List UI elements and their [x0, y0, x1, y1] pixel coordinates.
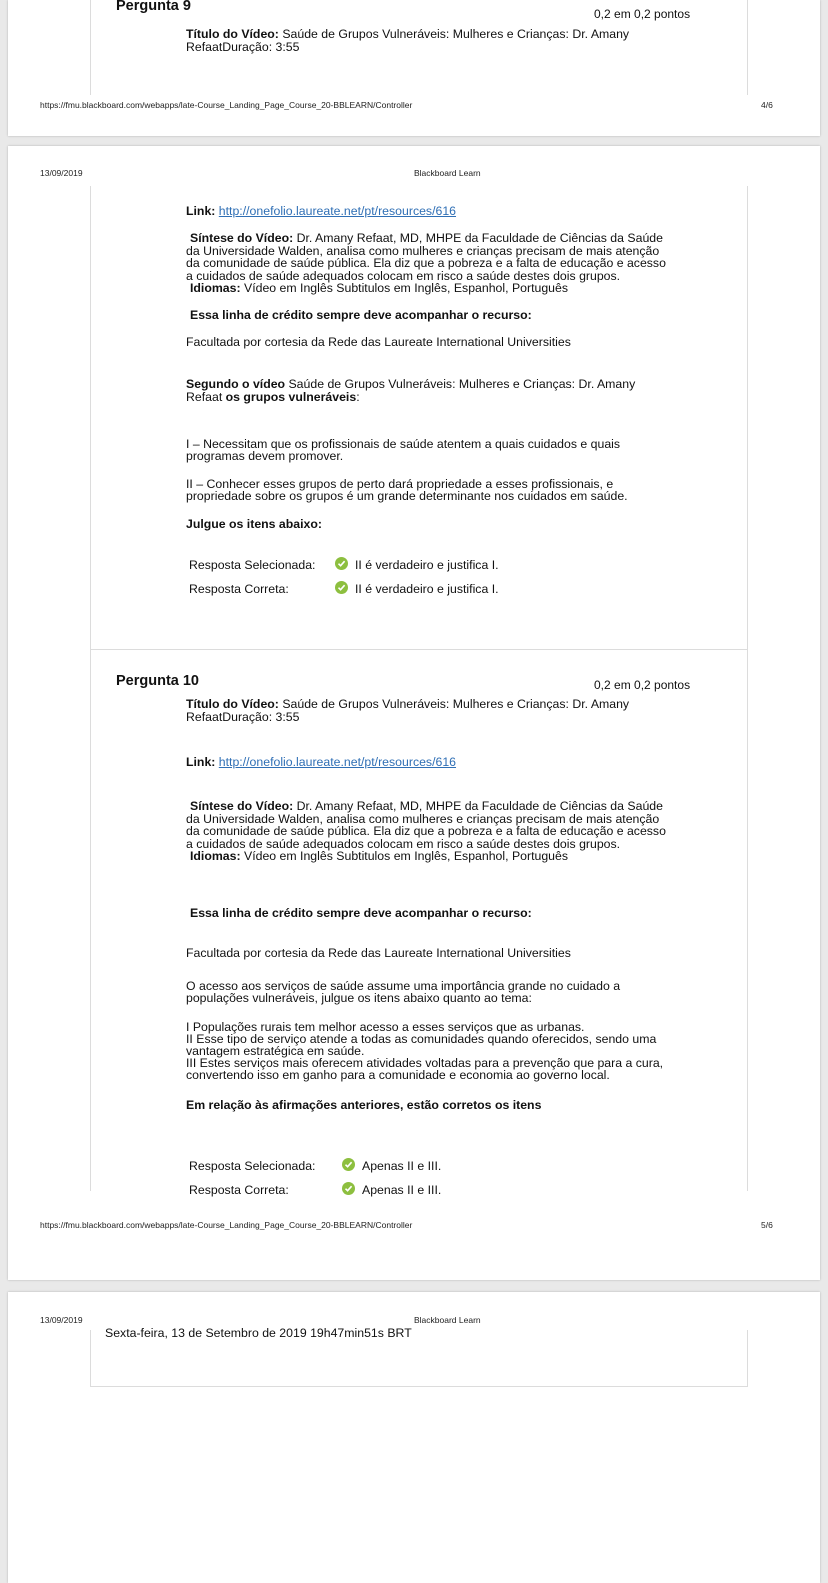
q10-item-2-line2: vantagem estratégica em saúde. [186, 1044, 365, 1058]
header-date: 13/09/2019 [40, 168, 83, 178]
q9-selected-answer-row [189, 558, 689, 572]
header-date: 13/09/2019 [40, 1315, 83, 1325]
submission-timestamp: Sexta-feira, 13 de Setembro de 2019 19h47min51s BRT [105, 1326, 412, 1340]
q10-item-2-line1: II Esse tipo de serviço atende a todas as comunidades quando oferecidos, sendo uma [186, 1032, 657, 1046]
q10-access-line1: O acesso aos serviços de saúde assume uma importância grande no cuidado a [186, 979, 621, 993]
header-site: Blackboard Learn [414, 168, 481, 178]
selected-answer-label: Resposta Selecionada: [189, 558, 316, 572]
page-4 [8, 0, 820, 136]
q9-idioms-line: Idiomas: Vídeo em Inglês Subtitulos em Inglês, Espanhol, Português [190, 281, 569, 295]
check-icon [335, 557, 348, 570]
footer-page-number: 5/6 [761, 1220, 773, 1230]
q10-item-3-line1: III Estes serviços mais oferecem atividades voltadas para a prevenção que para a cura, [186, 1056, 664, 1070]
q10-video-title-line2: RefaatDuração: 3:55 [186, 710, 300, 724]
q9-link-line: Link: http://onefolio.laureate.net/pt/resources/616 [186, 204, 457, 218]
q9-synth-line3: da comunidade de saúde pública. Ela diz que a pobreza e a falta de educação e acesso [186, 256, 666, 270]
page-5 [8, 146, 820, 1280]
correct-answer-text: II é verdadeiro e justifica I. [355, 582, 499, 596]
footer-url: https://fmu.blackboard.com/webapps/late-Course_Landing_Page_Course_20-BBLEARN/Controller [40, 1220, 413, 1230]
q10-selected-answer-row [189, 1159, 689, 1173]
q10-item-1: I Populações rurais tem melhor acesso a esses serviços que as urbanas. [186, 1020, 585, 1034]
q9-video-title-line2: RefaatDuração: 3:55 [186, 40, 300, 54]
selected-answer-label: Resposta Selecionada: [189, 1159, 316, 1173]
footer-url: https://fmu.blackboard.com/webapps/late-Course_Landing_Page_Course_20-BBLEARN/Controller [40, 100, 413, 110]
q9-segundo-line1: Segundo o vídeo Saúde de Grupos Vulneráveis: Mulheres e Crianças: Dr. Amany [186, 377, 636, 391]
check-icon [342, 1182, 355, 1195]
q10-synth-line1: Síntese do Vídeo: Dr. Amany Refaat, MD, MHPE da Faculdade de Ciências da Saúde [190, 799, 663, 813]
q10-credit-line: Essa linha de crédito sempre deve acompanhar o recurso: [190, 906, 532, 920]
q9-resource-link[interactable]: http://onefolio.laureate.net/pt/resources/616 [218, 204, 457, 218]
q9-segundo-line2: Refaat os grupos vulneráveis: [186, 390, 360, 404]
correct-answer-label: Resposta Correta: [189, 582, 289, 596]
q9-item-ii-line2: propriedade sobre os grupos é um grande determinante nos cuidados em saúde. [186, 489, 628, 503]
q10-video-title-line1: Título do Vídeo: Saúde de Grupos Vulneráveis: Mulheres e Crianças: Dr. Amany [186, 697, 630, 711]
q10-synth-line2: da Universidade Walden, analisa como mulheres e crianças precisam de mais atenção [186, 812, 660, 826]
q9-video-title-line1: Título do Vídeo: Saúde de Grupos Vulneráveis: Mulheres e Crianças: Dr. Amany [186, 27, 630, 41]
q10-access-line2: populações vulneráveis, julgue os itens abaixo quanto ao tema: [186, 991, 532, 1005]
q9-credit-line: Essa linha de crédito sempre deve acompanhar o recurso: [190, 308, 532, 322]
selected-answer-text: II é verdadeiro e justifica I. [355, 558, 499, 572]
question-10-title: Pergunta 10 [116, 673, 199, 689]
q9-synth-line4: a cuidados de saúde adequados colocam em risco a saúde destes dois grupos. [186, 269, 621, 283]
q10-link-line: Link: http://onefolio.laureate.net/pt/resources/616 [186, 755, 457, 769]
q9-item-ii-line1: II – Conhecer esses grupos de perto dará propriedade a esses profissionais, e [186, 477, 614, 491]
q10-item-3-line2: convertendo isso em ganho para a comunidade e economia ao governo local. [186, 1068, 610, 1082]
q9-judge: Julgue os itens abaixo: [186, 517, 322, 531]
question-10-score: 0,2 em 0,2 pontos [594, 678, 691, 692]
q10-idioms-line: Idiomas: Vídeo em Inglês Subtitulos em Inglês, Espanhol, Português [190, 849, 569, 863]
q10-resource-link[interactable]: http://onefolio.laureate.net/pt/resources/616 [218, 755, 457, 769]
page-6 [8, 1292, 820, 1583]
q9-item-i-line2: programas devem promover. [186, 449, 344, 463]
q9-item-i-line1: I – Necessitam que os profissionais de saúde atentem a quais cuidados e quais [186, 437, 621, 451]
question-9-title: Pergunta 9 [116, 0, 191, 14]
q10-relation: Em relação às afirmações anteriores, estão corretos os itens [186, 1098, 542, 1112]
footer-page-number: 4/6 [761, 100, 773, 110]
check-icon [342, 1158, 355, 1171]
correct-answer-text: Apenas II e III. [362, 1183, 442, 1197]
q9-correct-answer-row [189, 582, 689, 596]
q10-synth-line4: a cuidados de saúde adequados colocam em risco a saúde destes dois grupos. [186, 837, 621, 851]
question-9-score: 0,2 em 0,2 pontos [594, 7, 691, 21]
q10-courtesy: Facultada por cortesia da Rede das Laureate International Universities [186, 946, 571, 960]
correct-answer-label: Resposta Correta: [189, 1183, 289, 1197]
q9-synth-line1: Síntese do Vídeo: Dr. Amany Refaat, MD, MHPE da Faculdade de Ciências da Saúde [190, 231, 663, 245]
selected-answer-text: Apenas II e III. [362, 1159, 442, 1173]
q9-synth-line2: da Universidade Walden, analisa como mulheres e crianças precisam de mais atenção [186, 244, 660, 258]
q9-courtesy: Facultada por cortesia da Rede das Laureate International Universities [186, 335, 571, 349]
q10-correct-answer-row [189, 1183, 689, 1197]
header-site: Blackboard Learn [414, 1315, 481, 1325]
check-icon [335, 581, 348, 594]
q10-synth-line3: da comunidade de saúde pública. Ela diz que a pobreza e a falta de educação e acesso [186, 824, 666, 838]
